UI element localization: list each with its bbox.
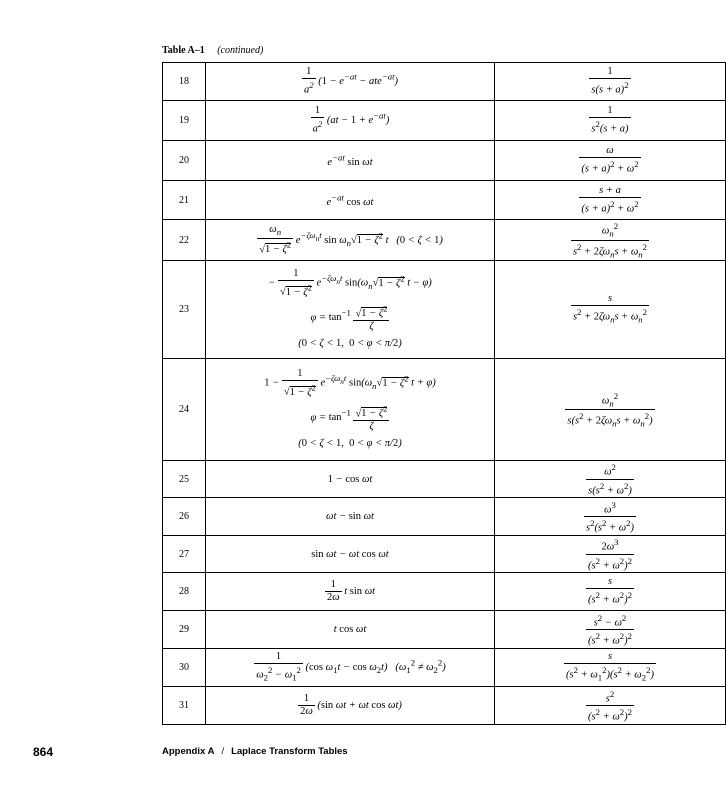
chapter-title: Laplace Transform Tables: [231, 746, 348, 757]
row-number: 19: [163, 101, 206, 141]
time-function: $\frac{1}{a^2}$ $(at - 1 + e^{-at})$: [206, 101, 495, 141]
laplace-transform: $\frac{1}{s(s + a)^2}$: [495, 63, 726, 101]
laplace-transform: $\frac{\omega^2}{s(s^2 + \omega^2)}$: [495, 461, 726, 498]
time-function: $e^{-at}$ cos ωt: [206, 181, 495, 220]
row-number: 31: [163, 687, 206, 725]
row-number: 23: [163, 261, 206, 359]
row-number: 22: [163, 220, 206, 261]
table-row: [163, 536, 726, 573]
running-footer: [162, 746, 348, 757]
time-function: $\frac{\omega_n}{√1 - \zeta^2}$ $e^{-\zeta\omega_nt}$ $\sin \omega_n√1 - \zeta^2$ t (0 < ζ < 1): [206, 220, 495, 261]
time-function: $\frac{1}{\omega_2^2 - \omega_1^2}$ (cos $\omega_1t - \cos \omega_2t$) $(\omega_1^2 \ne \omega_2^2)$: [206, 649, 495, 687]
laplace-transform: $\frac{s}{(s^2 + \omega_1^2)(s^2 + \omega_2^2)}$: [495, 649, 726, 687]
laplace-transform: $\frac{s + a}{(s + a)^2 + \omega^2}$: [495, 181, 726, 220]
table-row: [163, 498, 726, 536]
row-number: 27: [163, 536, 206, 573]
row-number: 18: [163, 63, 206, 101]
row-number: 24: [163, 359, 206, 461]
table-row: [163, 573, 726, 611]
laplace-transform: $\frac{s^2}{(s^2 + \omega^2)^2}$: [495, 687, 726, 725]
laplace-transform: $\omega_n^2$ $s(s^2 + 2\zeta\omega_ns + \omega_n^2)$: [495, 359, 726, 461]
time-function: $e^{-at}$ sin ωt: [206, 141, 495, 181]
page-number: 864: [33, 745, 54, 759]
table-continued-label: (continued): [217, 45, 264, 56]
table-row: [163, 261, 726, 359]
table-row: [163, 141, 726, 181]
laplace-transform: $\frac{1}{s^2(s + a)}$: [495, 101, 726, 141]
laplace-transform-table: [162, 62, 726, 725]
row-number: 28: [163, 573, 206, 611]
time-function: 1 − cos ωt: [206, 461, 495, 498]
time-function: $\frac{1}{2\omega}$ (sin ωt + ωt cos ωt): [206, 687, 495, 725]
table-number: Table A–1: [162, 45, 205, 56]
row-number: 25: [163, 461, 206, 498]
laplace-transform: $\frac{s}{(s^2 + \omega^2)^2}$: [495, 573, 726, 611]
laplace-transform: s $s^2 + 2\zeta\omega_ns + \omega_n^2$: [495, 261, 726, 359]
row-number: 29: [163, 611, 206, 649]
time-function: 1 − $\frac{1}{√1 - \zeta^2}$ $e^{-\zeta\omega_nt}$ $\sin(\omega_n√1 - \zeta^2$ t + φ) $\varphi = \tan^{-1}$ $\frac{√1 - \zeta^2}{\zeta}$ (0 < ζ < 1, 0 < φ < π/2): [206, 359, 495, 461]
time-function: ωt − sin ωt: [206, 498, 495, 536]
appendix-label: Appendix A: [162, 746, 215, 757]
table-row: [163, 181, 726, 220]
table-row: [163, 611, 726, 649]
laplace-transform: $\omega_n^2$ $s^2 + 2\zeta\omega_ns + \omega_n^2$: [495, 220, 726, 261]
row-number: 26: [163, 498, 206, 536]
table-caption: [162, 45, 263, 56]
laplace-transform: $\frac{2\omega^3}{(s^2 + \omega^2)^2}$: [495, 536, 726, 573]
time-function: − $\frac{1}{√1 - \zeta^2}$ $e^{-\zeta\omega_nt}$ $\sin(\omega_n√1 - \zeta^2$ t − φ) $\varphi = \tan^{-1}$ $\frac{√1 - \zeta^2}{\zeta}$ (0 < ζ < 1, 0 < φ < π/2): [206, 261, 495, 359]
footer-separator: /: [221, 746, 225, 757]
time-function: sin ωt − ωt cos ωt: [206, 536, 495, 573]
time-function: $\frac{1}{a^2}$ $(1 - e^{-at} - ate^{-at})$: [206, 63, 495, 101]
row-number: 30: [163, 649, 206, 687]
table-row: [163, 101, 726, 141]
table-row: [163, 63, 726, 101]
laplace-transform: $\frac{s^2 - \omega^2}{(s^2 + \omega^2)^2}$: [495, 611, 726, 649]
table-row: [163, 359, 726, 461]
time-function: $\frac{1}{2\omega}$ t sin ωt: [206, 573, 495, 611]
table-row: [163, 687, 726, 725]
row-number: 21: [163, 181, 206, 220]
row-number: 20: [163, 141, 206, 181]
laplace-transform: $\frac{\omega^3}{s^2(s^2 + \omega^2)}$: [495, 498, 726, 536]
table-row: [163, 649, 726, 687]
laplace-transform: $\frac{\omega}{(s + a)^2 + \omega^2}$: [495, 141, 726, 181]
table-row: [163, 220, 726, 261]
table-row: [163, 461, 726, 498]
time-function: t cos ωt: [206, 611, 495, 649]
